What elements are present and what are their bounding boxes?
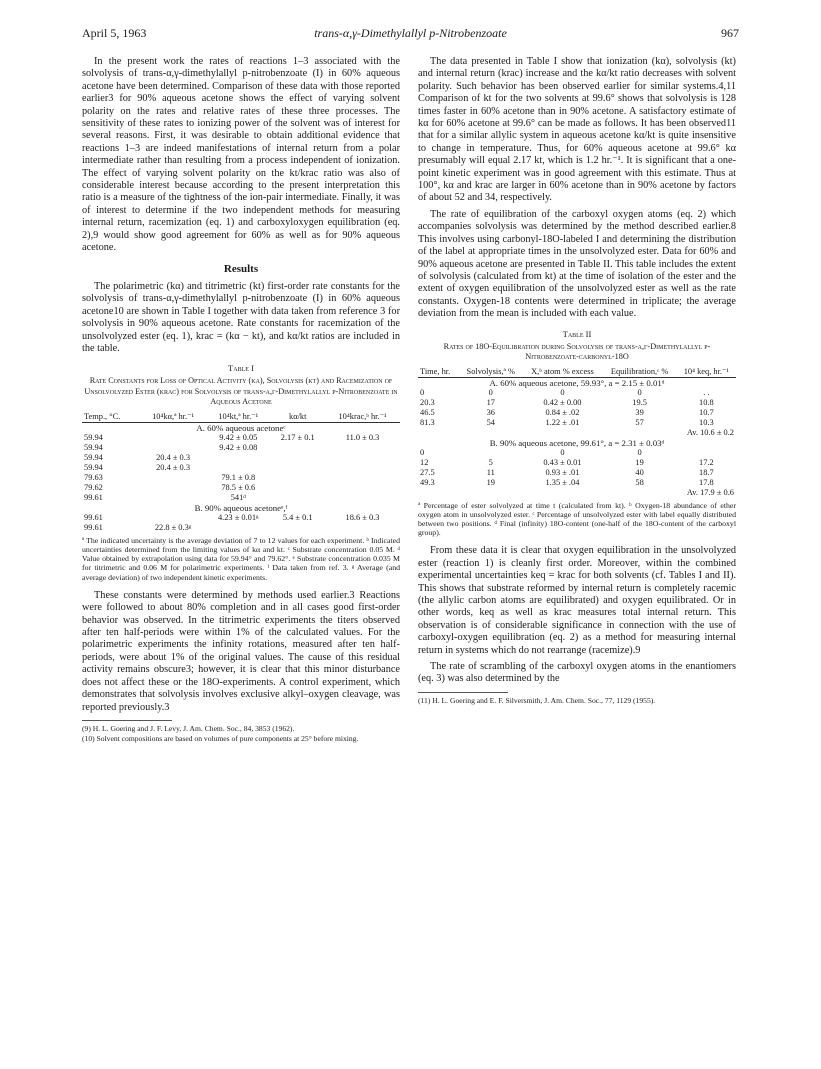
table-cell [270, 483, 325, 493]
table-cell: 81.3 [420, 417, 435, 427]
table-cell [140, 513, 206, 523]
table-cell: 40 [635, 467, 644, 477]
table-cell [140, 493, 206, 503]
table-cell [140, 483, 206, 493]
table-cell [270, 523, 325, 533]
table-row [418, 388, 736, 398]
table-cell: 0 [560, 387, 565, 397]
table2 [418, 367, 736, 498]
table-cell: 27.5 [420, 467, 435, 477]
table-cell: 11.0 ± 0.3 [345, 432, 380, 442]
table-cell: 2.17 ± 0.1 [280, 432, 315, 442]
table-row [82, 453, 400, 463]
table2-section-a: A. 60% aqueous acetone, 59.93°, a = 2.15 ± 0.01ᵈ [489, 377, 665, 388]
header-title: trans-α,γ-Dimethylallyl p-Nitrobenzoate [314, 26, 507, 40]
table1-header: 10⁴krac,ᵇ hr.⁻¹ [325, 412, 400, 423]
table-cell: 10.3 [699, 417, 714, 427]
table-row [418, 398, 736, 408]
table2-label: Table II [562, 328, 592, 339]
table-cell: 22.8 ± 0.3ᵍ [154, 522, 192, 532]
table-cell: 18.7 [699, 467, 714, 477]
table-cell: 12 [420, 457, 429, 467]
table-cell: 59.94 [84, 442, 103, 452]
table-cell: 19 [486, 477, 495, 487]
table-cell: 49.3 [420, 477, 435, 487]
table-cell: 1.22 ± .01 [545, 417, 580, 427]
table-cell: 541ᵈ [230, 492, 246, 502]
footnote: (11) H. L. Goering and E. F. Silversmith, J. Am. Chem. Soc., 77, 1129 (1955). [418, 695, 656, 705]
table-cell: 20.3 [420, 397, 435, 407]
table-cell: 19.5 [632, 397, 647, 407]
table-row [82, 473, 400, 483]
table-cell: 1.35 ± .04 [545, 477, 580, 487]
discussion-paragraph: The data presented in Table I show that ionization (kα), solvolysis (kt) and internal return (krac) increase and the kα/kt ratio decreases with solvent polarity. Such behavior has been observed earlier for similar systems.4,11 Comparison of kt for the two solvents at 99.6° shows that solvolysis is 128 times faster in 60% acetone than in 90% acetone. A satisfactory estimate of kα for 60% acetone at 99.6° can be made as follows. It has been observed11 that for a similar allylic system in aqueous acetone kα/kt is quite insensitive to change in temperature. Thus, for 60% aqueous acetone at 99.6° kα presumably will equal 2.17 kt, which is 1.2 hr.⁻¹. It is significant that a one-point kinetic experiment was in good agreement with this estimate. Thus at 100°, kα and krac are larger in 60% acetone than in 90% acetone by factors of about 52 and 34, respectively. [418, 56, 736, 204]
header-page-number: 967 [721, 26, 739, 40]
table-cell: 18.6 ± 0.3 [345, 512, 380, 522]
table-row [82, 513, 400, 523]
methods-paragraph: These constants were determined by methods used earlier.3 Reactions were followed to about 80% completion and in all cases good first-order behavior was observed. In the titrimetric experiments the titers observed after ten half-periods were within 1% of the calculated values. For the polarimetric experiments the infinity rotations, measured after ten half-periods, were about 1% of the original values. The cause of this residual activity remains obscure3; however, it is clear that this minor disturbance does not affect these or the 18O-experiments. A control experiment, which demonstrates that solvolysis involves exclusive alkyl–oxygen cleavage, was reported previously.3 [82, 589, 400, 713]
table-row [418, 408, 736, 418]
table-cell [677, 448, 736, 458]
table-cell: 0 [420, 387, 425, 397]
table-cell [325, 443, 400, 453]
table-cell: 5.4 ± 0.1 [282, 512, 313, 522]
table2-header: Equilibration,ᶜ % [603, 367, 677, 378]
table-cell: 99.61 [84, 492, 103, 502]
table-cell [325, 453, 400, 463]
table-cell: 4.23 ± 0.01ᵍ [217, 512, 259, 522]
table-cell: 17.2 [699, 457, 714, 467]
table1-notes: ª The indicated uncertainty is the average deviation of 7 to 12 values for each experiment. ᵇ Indicated uncertainties determined from the limiting values of kα and kt. ᶜ Substrate concentration 0.05 M. ᵈ Value obtained by extrapolation using data for 59.94° and 79.62°. ᵉ Substrate concentration 0.035 M for titrimetric and 0.06 M for polarimetric experiments. ᶠ Data taken from ref. 3. ᵍ Average (and average deviation) of two independent kinetic experiments. [82, 535, 400, 582]
table-cell: 19 [635, 457, 644, 467]
table-cell: 0.93 ± .01 [545, 467, 580, 477]
table-cell: 36 [486, 407, 495, 417]
table-cell: 17 [486, 397, 495, 407]
table2-header: 10⁴ keq, hr.⁻¹ [677, 367, 736, 378]
footnote: (10) Solvent compositions are based on volumes of pure components at 25° before mixing. [82, 733, 359, 743]
table-cell [270, 453, 325, 463]
table-cell: 79.62 [84, 482, 103, 492]
table-row [418, 418, 736, 428]
table-row [82, 483, 400, 493]
table-row [418, 458, 736, 468]
table1-section-b: B. 90% aqueous acetoneᵉ,ᶠ [194, 502, 288, 513]
table-cell: 99.61 [84, 512, 103, 522]
table-cell: 20.4 ± 0.3 [156, 462, 191, 472]
table-cell: 78.5 ± 0.6 [221, 482, 256, 492]
table2-average-b: Av. 17.9 ± 0.6 [686, 487, 734, 497]
table-cell: . . [703, 387, 710, 397]
equilibration-paragraph: The rate of equilibration of the carboxyl oxygen atoms (eq. 2) which accompanies solvolysis was determined by the method described earlier.8 This involves using carbonyl-18O-labeled I and determining the distribution of the label at appropriate times in the unsolvolyzed ester. Data for 60% and 90% aqueous acetone are presented in Table II. This table includes the extent of solvolysis (calculated from kt) at the time of isolation of the ester and the extent of oxygen equilibration of the unsolvolyzed ester as well as the rate constants. Oxygen-18 contents were determined in triplicate; the average deviation from the mean is included with each value. [418, 208, 736, 320]
table-cell [325, 483, 400, 493]
table-row [82, 443, 400, 453]
table-cell: 99.61 [84, 522, 103, 532]
table-cell: 59.94 [84, 432, 103, 442]
table-cell [270, 463, 325, 473]
table-row [82, 463, 400, 473]
table-row [418, 448, 736, 458]
table-row [82, 433, 400, 443]
table-row [82, 493, 400, 503]
table-cell: 39 [635, 407, 644, 417]
table1-header: kα/kt [270, 412, 325, 423]
table-cell [325, 463, 400, 473]
table-cell: 0.43 ± 0.01 [543, 457, 582, 467]
results-paragraph: The polarimetric (kα) and titrimetric (kt) first-order rate constants for the solvolysis of trans-α,γ-dimethylallyl p-nitrobenzoate (I) in 60% aqueous acetone10 are shown in Table I together with data taken from reference 3 for solvolysis in 90% aqueous acetone. Rate constants for racemization of the unsolvolyzed ester (eq. 1), krac = (kα − kt), and kα/kt ratios are included in the table. [82, 280, 400, 354]
table-cell: 54 [486, 417, 495, 427]
table-row [418, 478, 736, 488]
table-cell: 20.4 ± 0.3 [156, 452, 191, 462]
table-cell [325, 523, 400, 533]
table2-caption: Rates of 18O-Equilibration during Solvolysis of trans-α,γ-Dimethylallyl p-Nitrobenzoate-carbonyl-18O [443, 341, 711, 362]
conclusion-paragraph: From these data it is clear that oxygen equilibration in the unsolvolyzed ester (reaction 1) is cleanly first order. Moreover, within the combined experimental uncertainties keq = krac for both solvents (cf. Tables I and II). This shows that substrate reformed by internal return is completely racemic (the allylic carbon atoms are equilibrated) and oxygen equilibrated. Or in other words, keq as well as krac measures total internal return. This observation is of considerable significance in connection with the use of carboxyl-oxygen equilibration (eq. 2) as a method for measuring internal return in systems which do not rearrange (racemize).9 [418, 545, 736, 656]
table1-header: Temp., °C. [82, 412, 140, 423]
table-cell [206, 463, 270, 473]
intro-paragraph: In the present work the rates of reactions 1–3 associated with the solvolysis of trans-α,γ-dimethylallyl p-nitrobenzoate (I) in 60% aqueous acetone have been determined. Comparison of these data with those reported earlier3 for 90% aqueous acetone shows the effect of varying solvent polarity on the rates and relative rates of these three processes. The sensitivity of these rates to ionizing power of the solvent was of interest for several reasons. First, it was desirable to obtain additional evidence that reactions 1–3 are indeed manifestations of internal return from a polar intermediate rather than resulting from a process independent of ionization. The effect of varying solvent polarity on the kt/krac ratio was also of considerable interest because according to the present interpretation this ratio is a measure of the tightness of the ion-pair intermediate. Finally, it was of interest to determine if the two independent methods for measuring internal return, racemization (eq. 1) and carboxyloxygen equilibration (eq. 2),9 would show good agreement for 60% as well as for 90% aqueous acetone. [82, 56, 400, 254]
table-cell: 9.42 ± 0.08 [219, 442, 258, 452]
table-cell [270, 473, 325, 483]
table-row [82, 523, 400, 533]
results-heading: Results [223, 262, 259, 275]
header-date: April 5, 1963 [82, 26, 147, 40]
table-cell: 10.7 [699, 407, 714, 417]
running-header [82, 26, 739, 42]
table-cell: 0 [488, 387, 493, 397]
table-cell [459, 448, 522, 458]
table-cell: 0 [637, 447, 642, 457]
table-cell: 0.84 ± .02 [545, 407, 580, 417]
table-cell [140, 443, 206, 453]
footnote-divider [418, 692, 508, 693]
table-cell: 0 [637, 387, 642, 397]
table-cell: 10.8 [699, 397, 714, 407]
table-cell: 17.8 [699, 477, 714, 487]
table1 [82, 412, 400, 533]
table-cell: 0.42 ± 0.00 [543, 397, 582, 407]
table-cell: 11 [486, 467, 495, 477]
table-cell [270, 443, 325, 453]
table1-header: 10⁴kα,ª hr.⁻¹ [140, 412, 206, 423]
table2-section-b: B. 90% aqueous acetone, 99.61°, a = 2.31 ± 0.03ᵈ [489, 437, 665, 448]
table-cell [140, 433, 206, 443]
table2-header: X,ᵇ atom % excess [522, 367, 602, 378]
footnote: (9) H. L. Goering and J. F. Levy, J. Am. Chem. Soc., 84, 3853 (1962). [82, 723, 295, 733]
table-cell: 9.42 ± 0.05 [219, 432, 258, 442]
footnote-divider [82, 720, 172, 721]
table-cell [270, 493, 325, 503]
table-row [418, 468, 736, 478]
left-column [82, 56, 400, 744]
table2-header: Solvolysis,ª % [459, 367, 522, 378]
table-cell [325, 493, 400, 503]
table-cell: 79.63 [84, 472, 103, 482]
table-cell: 0 [420, 447, 425, 457]
table1-caption: Rate Constants for Loss of Optical Activity (kα), Solvolysis (kt) and Racemization of Unsolvolyzed Ester (krac) for Solvolysis of trans-α,γ-Dimethylallyl p-Nitrobenzoate in Aqueous Acetone [84, 376, 398, 407]
table-cell: 5 [488, 457, 493, 467]
table-cell: 46.5 [420, 407, 435, 417]
right-column [418, 56, 736, 706]
table2-header: Time, hr. [418, 367, 459, 378]
table-cell [325, 473, 400, 483]
scrambling-paragraph: The rate of scrambling of the carboxyl oxygen atoms in the enantiomers (eq. 3) was also determined by the [418, 661, 736, 685]
table2-notes: ª Percentage of ester solvolyzed at time t (calculated from kt). ᵇ Oxygen-18 abundance of ether oxygen atom in unsolvolyzed ester. ᶜ Percentage of unsolvolyzed ester with label equally distributed between two positions. ᵈ Final (infinity) 18O-content (one-half of the 18O-content of the carboxyl group). [418, 500, 736, 538]
table-cell: 79.1 ± 0.8 [221, 472, 256, 482]
table-cell: 59.94 [84, 462, 103, 472]
table1-section-a: A. 60% aqueous acetoneᶜ [196, 422, 286, 433]
table1-header: 10⁴kt,ª hr.⁻¹ [206, 412, 270, 423]
table-cell [206, 453, 270, 463]
table-cell [206, 523, 270, 533]
table2-average-a: Av. 10.6 ± 0.2 [686, 427, 734, 437]
table-cell: 57 [635, 417, 644, 427]
table1-label: Table I [228, 363, 254, 374]
table-cell: 58 [635, 477, 644, 487]
table-cell: 59.94 [84, 452, 103, 462]
table-cell [140, 473, 206, 483]
table-cell: 0 [560, 447, 565, 457]
